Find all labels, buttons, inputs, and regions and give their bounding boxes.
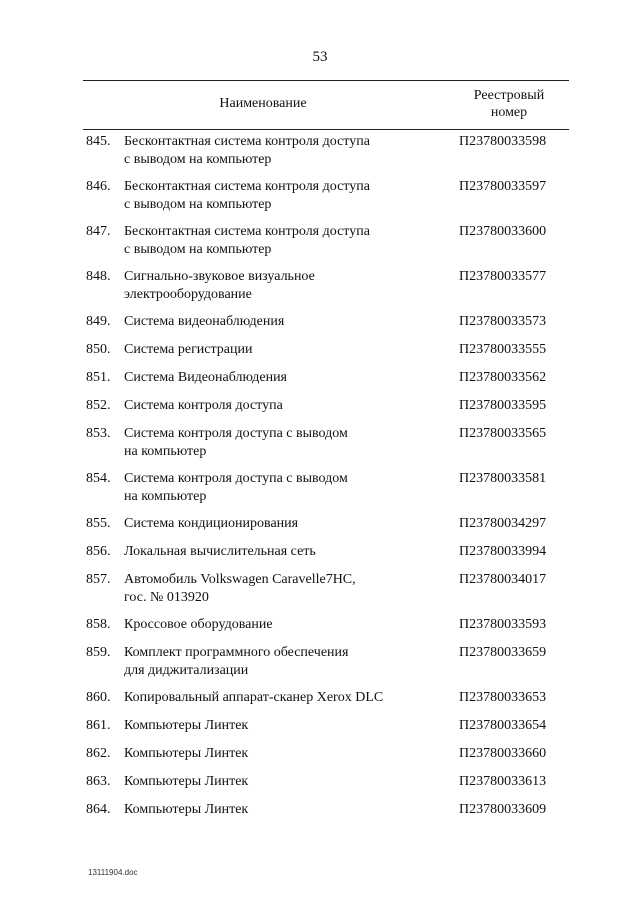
- row-item-name: Система контроля доступа: [124, 398, 283, 413]
- table-row: [0, 425, 640, 461]
- row-item-name: Копировальный аппарат-сканер Xerox DLC: [124, 690, 384, 705]
- row-registry-number: П23780033581: [459, 471, 547, 486]
- row-number: 849.: [86, 314, 111, 329]
- table-row: [0, 717, 640, 735]
- table-row: [0, 369, 640, 387]
- row-registry-number: П23780033573: [459, 314, 547, 329]
- row-registry-number: П23780033654: [459, 718, 547, 733]
- row-item-name: Система контроля доступа с выводом на компьютер: [124, 426, 348, 459]
- table-row: [0, 397, 640, 415]
- row-item-name: Система видеонаблюдения: [124, 314, 285, 329]
- table-row: [0, 133, 640, 169]
- table-row: [0, 689, 640, 707]
- row-item-name: Компьютеры Линтек: [124, 718, 249, 733]
- table-row: [0, 341, 640, 359]
- row-number: 859.: [86, 645, 111, 660]
- table-row: [0, 470, 640, 506]
- row-number: 850.: [86, 342, 111, 357]
- table-row: [0, 644, 640, 680]
- row-registry-number: П23780033660: [459, 746, 547, 761]
- row-number: 851.: [86, 370, 111, 385]
- row-number: 864.: [86, 802, 111, 817]
- column-header-name: Наименование: [219, 96, 307, 111]
- table-top-rule: [83, 80, 569, 81]
- row-number: 847.: [86, 224, 111, 239]
- table-row: [0, 571, 640, 607]
- file-name-footer: 13111904.doc: [88, 868, 138, 877]
- column-header-registry-line1: Реестровый: [473, 88, 545, 103]
- column-header-registry-line2: номер: [490, 105, 528, 120]
- table-row: [0, 543, 640, 561]
- row-item-name: Комплект программного обеспечения для диджитализации: [124, 645, 349, 678]
- row-number: 853.: [86, 426, 111, 441]
- row-item-name: Система кондиционирования: [124, 516, 299, 531]
- column-header-registry-number: [450, 87, 568, 121]
- row-number: 857.: [86, 572, 111, 587]
- table-row: [0, 801, 640, 819]
- row-item-name: Компьютеры Линтек: [124, 802, 249, 817]
- row-registry-number: П23780034017: [459, 572, 547, 587]
- row-number: 861.: [86, 718, 111, 733]
- row-number: 845.: [86, 134, 111, 149]
- table-row: [0, 773, 640, 791]
- row-number: 858.: [86, 617, 111, 632]
- row-number: 863.: [86, 774, 111, 789]
- table-row: [0, 268, 640, 304]
- row-registry-number: П23780033565: [459, 426, 547, 441]
- row-registry-number: П23780033562: [459, 370, 547, 385]
- table-row: [0, 178, 640, 214]
- row-registry-number: П23780033593: [459, 617, 547, 632]
- row-registry-number: П23780033577: [459, 269, 547, 284]
- row-item-name: Локальная вычислительная сеть: [124, 544, 316, 559]
- row-registry-number: П23780033598: [459, 134, 547, 149]
- table-row: [0, 745, 640, 763]
- table-row: [0, 616, 640, 634]
- row-registry-number: П23780033609: [459, 802, 547, 817]
- row-registry-number: П23780034297: [459, 516, 547, 531]
- row-registry-number: П23780033597: [459, 179, 547, 194]
- row-number: 856.: [86, 544, 111, 559]
- row-item-name: Компьютеры Линтек: [124, 746, 249, 761]
- table-header-rule: [83, 129, 569, 130]
- table-row: [0, 223, 640, 259]
- row-item-name: Бесконтактная система контроля доступа с выводом на компьютер: [124, 134, 370, 167]
- row-registry-number: П23780033659: [459, 645, 547, 660]
- row-registry-number: П23780033994: [459, 544, 547, 559]
- row-item-name: Автомобиль Volkswagen Caravelle7HC, гос. № 013920: [124, 572, 356, 605]
- row-number: 846.: [86, 179, 111, 194]
- row-item-name: Система регистрации: [124, 342, 253, 357]
- row-item-name: Бесконтактная система контроля доступа с выводом на компьютер: [124, 179, 370, 212]
- row-number: 854.: [86, 471, 111, 486]
- row-item-name: Система Видеонаблюдения: [124, 370, 287, 385]
- row-registry-number: П23780033555: [459, 342, 547, 357]
- row-registry-number: П23780033613: [459, 774, 547, 789]
- row-item-name: Кроссовое оборудование: [124, 617, 273, 632]
- row-number: 860.: [86, 690, 111, 705]
- table-row: [0, 515, 640, 533]
- row-number: 862.: [86, 746, 111, 761]
- row-number: 848.: [86, 269, 111, 284]
- row-registry-number: П23780033600: [459, 224, 547, 239]
- row-item-name: Бесконтактная система контроля доступа с выводом на компьютер: [124, 224, 370, 257]
- table-row: [0, 313, 640, 331]
- row-item-name: Компьютеры Линтек: [124, 774, 249, 789]
- row-item-name: Сигнально-звуковое визуальное электрооборудование: [124, 269, 315, 302]
- row-item-name: Система контроля доступа с выводом на компьютер: [124, 471, 348, 504]
- row-registry-number: П23780033595: [459, 398, 547, 413]
- row-number: 852.: [86, 398, 111, 413]
- row-registry-number: П23780033653: [459, 690, 547, 705]
- row-number: 855.: [86, 516, 111, 531]
- page-number: 53: [312, 49, 328, 65]
